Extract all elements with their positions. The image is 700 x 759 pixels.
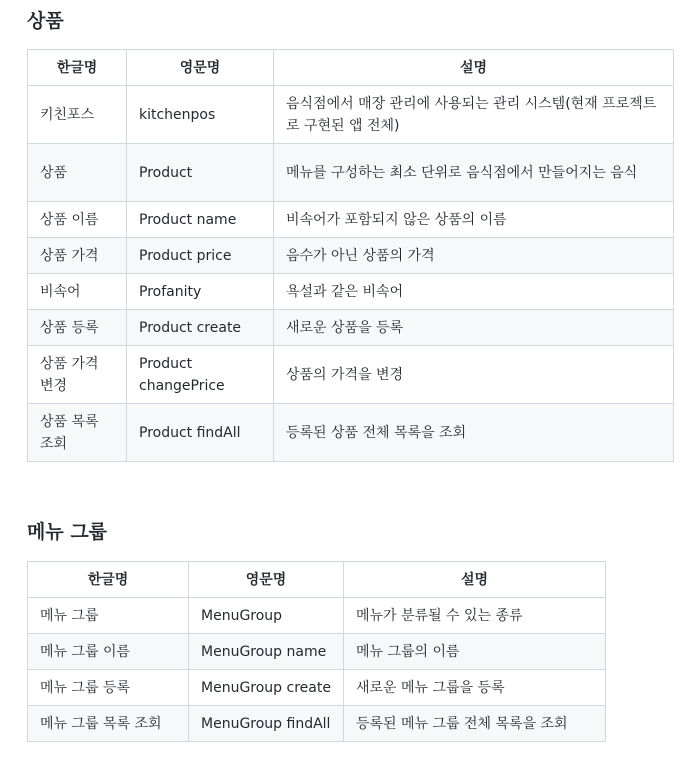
table-row <box>28 346 674 404</box>
cell-korean-name: 상품 <box>28 144 127 202</box>
table-row <box>28 238 674 274</box>
cell-english-name: Product price <box>127 238 274 274</box>
cell-korean-name: 상품 등록 <box>28 310 127 346</box>
cell-english-name: kitchenpos <box>127 86 274 144</box>
cell-description: 새로운 메뉴 그룹을 등록 <box>344 670 606 706</box>
table-row <box>28 144 674 202</box>
table-row <box>28 274 674 310</box>
table-row <box>28 670 606 706</box>
table-row <box>28 310 674 346</box>
cell-english-name: MenuGroup name <box>189 634 344 670</box>
table-row <box>28 706 606 742</box>
section-title-products: 상품 <box>27 10 64 32</box>
cell-description: 메뉴가 분류될 수 있는 종류 <box>344 598 606 634</box>
cell-description: 음식점에서 매장 관리에 사용되는 관리 시스템(현재 프로젝트로 구현된 앱 전체) <box>274 86 674 144</box>
cell-description: 욕설과 같은 비속어 <box>274 274 674 310</box>
cell-korean-name: 상품 가격 <box>28 238 127 274</box>
cell-english-name: Product changePrice <box>127 346 274 404</box>
table-row <box>28 202 674 238</box>
cell-korean-name: 메뉴 그룹 <box>28 598 189 634</box>
cell-description: 등록된 상품 전체 목록을 조회 <box>274 404 674 462</box>
products-glossary-table <box>27 49 674 462</box>
cell-description: 메뉴를 구성하는 최소 단위로 음식점에서 만들어지는 음식 <box>274 144 674 202</box>
table-row <box>28 598 606 634</box>
header-korean-name: 한글명 <box>28 50 127 86</box>
cell-korean-name: 상품 이름 <box>28 202 127 238</box>
cell-english-name: Product findAll <box>127 404 274 462</box>
cell-english-name: MenuGroup findAll <box>189 706 344 742</box>
cell-english-name: Profanity <box>127 274 274 310</box>
table-row <box>28 404 674 462</box>
cell-description: 메뉴 그룹의 이름 <box>344 634 606 670</box>
cell-description: 등록된 메뉴 그룹 전체 목록을 조회 <box>344 706 606 742</box>
table-row <box>28 634 606 670</box>
cell-english-name: Product create <box>127 310 274 346</box>
cell-english-name: MenuGroup <box>189 598 344 634</box>
cell-description: 음수가 아닌 상품의 가격 <box>274 238 674 274</box>
cell-english-name: Product <box>127 144 274 202</box>
header-english-name: 영문명 <box>127 50 274 86</box>
cell-korean-name: 비속어 <box>28 274 127 310</box>
menu-group-glossary-table <box>27 561 606 742</box>
section-title-menu-group: 메뉴 그룹 <box>27 521 108 543</box>
cell-korean-name: 메뉴 그룹 이름 <box>28 634 189 670</box>
cell-english-name: MenuGroup create <box>189 670 344 706</box>
header-korean-name: 한글명 <box>28 562 189 598</box>
cell-english-name: Product name <box>127 202 274 238</box>
header-description: 설명 <box>344 562 606 598</box>
cell-korean-name: 키친포스 <box>28 86 127 144</box>
table-row <box>28 86 674 144</box>
header-description: 설명 <box>274 50 674 86</box>
table-header-row <box>28 50 674 86</box>
header-english-name: 영문명 <box>189 562 344 598</box>
cell-korean-name: 메뉴 그룹 등록 <box>28 670 189 706</box>
table-header-row <box>28 562 606 598</box>
cell-description: 비속어가 포함되지 않은 상품의 이름 <box>274 202 674 238</box>
cell-description: 새로운 상품을 등록 <box>274 310 674 346</box>
cell-korean-name: 메뉴 그룹 목록 조회 <box>28 706 189 742</box>
cell-korean-name: 상품 가격 변경 <box>28 346 127 404</box>
cell-korean-name: 상품 목록 조회 <box>28 404 127 462</box>
cell-description: 상품의 가격을 변경 <box>274 346 674 404</box>
